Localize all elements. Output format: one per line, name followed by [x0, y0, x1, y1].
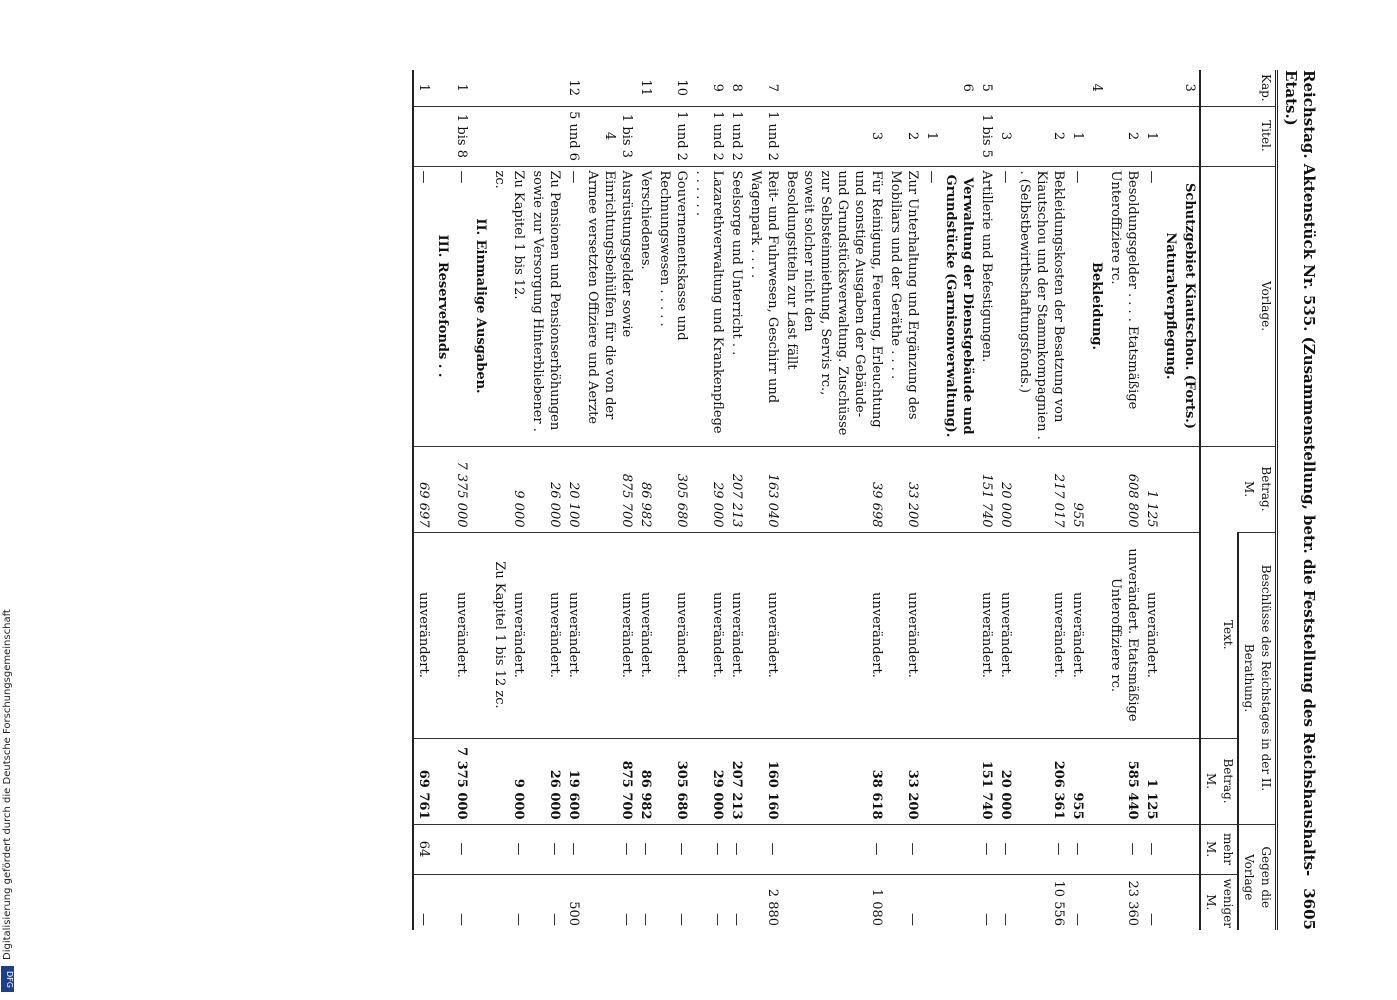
table-row	[941, 70, 977, 930]
budget-table	[412, 70, 1278, 930]
cell-weniger: —	[727, 874, 746, 930]
cell-betrag2: 33 200	[886, 738, 922, 824]
cell-text	[1161, 532, 1180, 738]
page-number: 3605	[1300, 888, 1318, 930]
cell-betrag: 26 000	[528, 446, 564, 532]
cell-mehr: —	[1015, 824, 1068, 874]
cell-kap	[471, 70, 490, 106]
cell-titel	[941, 106, 977, 166]
col-gegen: Gegen die Vorlage	[1238, 824, 1277, 930]
cell-vorlage: —	[996, 166, 1015, 446]
cell-kap	[1015, 70, 1068, 106]
cell-betrag2: 160 160	[746, 738, 782, 824]
cell-mehr: —	[636, 824, 655, 874]
cell-vorlage: III. Reservefonds . .	[433, 166, 452, 446]
cell-titel: 1 und 2	[691, 106, 727, 166]
cell-betrag2: 9 000	[509, 738, 528, 824]
cell-betrag: 39 698	[782, 446, 886, 532]
table-row	[996, 70, 1015, 930]
cell-mehr	[1180, 824, 1200, 874]
cell-titel	[1180, 106, 1200, 166]
cell-mehr: —	[583, 824, 636, 874]
cell-betrag2: 38 618	[782, 738, 886, 824]
cell-betrag2: 206 361	[1015, 738, 1068, 824]
cell-kap	[528, 70, 564, 106]
cell-text: unverändert.	[996, 532, 1015, 738]
cell-mehr	[1161, 824, 1180, 874]
cell-text	[433, 532, 452, 738]
cell-text	[922, 532, 941, 738]
cell-kap: 9	[710, 83, 725, 92]
table-row	[452, 70, 471, 930]
cell-betrag	[1087, 446, 1106, 532]
table-row	[655, 70, 691, 930]
cell-betrag	[471, 446, 490, 532]
cell-kap: 10	[674, 79, 689, 97]
cell-kap: 7	[765, 83, 780, 92]
cell-weniger	[471, 874, 490, 930]
table-header	[1200, 70, 1277, 930]
cell-weniger	[941, 874, 977, 930]
cell-vorlage: —	[413, 166, 433, 446]
cell-titel	[509, 106, 528, 166]
dfg-logo: DFG	[1, 966, 14, 992]
cell-vorlage: Verschiedenes.	[636, 166, 655, 446]
cell-titel: 1 bis 5	[977, 106, 996, 166]
cell-betrag2	[1180, 738, 1200, 824]
cell-weniger: —	[413, 874, 433, 930]
cell-titel: 1 und 2	[727, 106, 746, 166]
cell-betrag: 305 680	[655, 446, 691, 532]
cell-titel: 1	[1068, 106, 1087, 166]
cell-text: unverändert.	[782, 532, 886, 738]
cell-titel: 1 bis 8	[452, 106, 471, 166]
cell-betrag: 163 040	[746, 446, 782, 532]
cell-text: Zu Kapitel 1 bis 12 zc.	[490, 532, 509, 738]
cell-betrag2: 26 000	[528, 738, 564, 824]
cell-titel: 1 bis 3 4	[583, 106, 636, 166]
cell-betrag2: 151 740	[977, 738, 996, 824]
cell-text: unverändert.	[1068, 532, 1087, 738]
table-body	[413, 70, 1200, 930]
cell-weniger: 2 880	[746, 874, 782, 930]
cell-text: unverändert.	[977, 532, 996, 738]
col-text: Text.	[1200, 532, 1238, 738]
cell-betrag2	[433, 738, 452, 824]
cell-betrag	[1161, 446, 1180, 532]
cell-vorlage: —	[922, 166, 941, 446]
cell-mehr	[433, 824, 452, 874]
cell-weniger: —	[528, 874, 564, 930]
cell-weniger: —	[655, 874, 691, 930]
cell-text	[1180, 532, 1200, 738]
cell-vorlage: II. Einmalige Ausgaben.	[471, 166, 490, 446]
cell-text: unverändert.	[1142, 532, 1161, 738]
cell-text: unverändert.	[509, 532, 528, 738]
cell-betrag	[433, 446, 452, 532]
cell-kap	[1106, 70, 1142, 106]
cell-vorlage: Naturalverpflegung.	[1161, 166, 1180, 446]
sidebar-credit	[0, 0, 16, 1000]
cell-text: unverändert.	[746, 532, 782, 738]
cell-betrag	[490, 446, 509, 532]
cell-betrag2: 875 700	[583, 738, 636, 824]
document-page	[98, 70, 1318, 930]
cell-titel: 3	[996, 106, 1015, 166]
cell-betrag: 33 200	[886, 446, 922, 532]
cell-text: unverändert.	[1015, 532, 1068, 738]
cell-betrag: 875 700	[583, 446, 636, 532]
cell-mehr: —	[886, 824, 922, 874]
credit-text: Digitalisierung gefördert durch die Deutsche Forschungsgemeinschaft	[2, 609, 13, 960]
cell-betrag: 20 100	[564, 446, 583, 532]
cell-titel: 2	[886, 106, 922, 166]
cell-titel	[528, 106, 564, 166]
col-vorlage: Vorlage.	[1200, 166, 1277, 446]
cell-mehr: —	[691, 824, 727, 874]
cell-weniger: 23 360	[1106, 874, 1142, 930]
table-row	[1068, 70, 1087, 930]
cell-kap	[509, 70, 528, 106]
cell-mehr	[922, 824, 941, 874]
cell-kap	[583, 70, 636, 106]
table-row	[886, 70, 922, 930]
cell-titel	[433, 106, 452, 166]
cell-titel: 1 und 2	[746, 106, 782, 166]
cell-weniger: —	[1142, 874, 1161, 930]
cell-kap: 1	[416, 83, 431, 92]
cell-mehr	[1087, 824, 1106, 874]
cell-betrag2	[490, 738, 509, 824]
table-row	[746, 70, 782, 930]
cell-vorlage: Seelsorge und Unterricht . .	[727, 166, 746, 446]
cell-betrag2	[922, 738, 941, 824]
cell-betrag2	[471, 738, 490, 824]
cell-text	[1087, 532, 1106, 738]
cell-vorlage: Bekleidung.	[1087, 166, 1106, 446]
table-row	[1106, 70, 1142, 930]
cell-text: unverändert.	[452, 532, 471, 738]
cell-kap	[490, 70, 509, 106]
cell-weniger: —	[886, 874, 922, 930]
cell-weniger: 500	[564, 874, 583, 930]
cell-mehr: —	[1106, 824, 1142, 874]
cell-betrag2: 19 600	[564, 738, 583, 824]
cell-weniger: 1 080	[782, 874, 886, 930]
table-row	[490, 70, 509, 930]
cell-vorlage: zc.	[490, 166, 509, 446]
table-row	[528, 70, 564, 930]
cell-betrag2: 86 982	[636, 738, 655, 824]
table-row	[413, 70, 433, 930]
cell-betrag2: 955	[1068, 738, 1087, 824]
cell-betrag2: 69 761	[413, 738, 433, 824]
cell-vorlage: Verwaltung der Dienstgebäude und Grundstücke (Garnisonverwaltung).	[941, 166, 977, 446]
col-weniger: weniger M.	[1200, 874, 1238, 930]
page-title: Reichstag. Aktenstück Nr. 535. (Zusammenstellung, betr. die Feststellung des Reichshaushalts-Etats.)	[1282, 70, 1318, 877]
cell-vorlage: Bekleidungskosten der Besatzung von Kiautschou und der Stammkompagnien . . (Selbstbewirthschaftungsfonds.)	[1015, 166, 1068, 446]
cell-kap: 4	[1089, 83, 1104, 92]
cell-mehr: —	[1142, 824, 1161, 874]
cell-titel	[1161, 106, 1180, 166]
col-beschluesse: Beschlüsse des Reichstages in der II. Berathung.	[1238, 532, 1277, 824]
cell-mehr: —	[509, 824, 528, 874]
cell-mehr: —	[452, 824, 471, 874]
cell-kap	[1161, 70, 1180, 106]
table-row	[1142, 70, 1161, 930]
cell-mehr: —	[996, 824, 1015, 874]
cell-betrag2	[941, 738, 977, 824]
cell-weniger: —	[996, 874, 1015, 930]
cell-kap: 3	[1182, 83, 1197, 92]
cell-mehr: —	[746, 824, 782, 874]
cell-weniger	[433, 874, 452, 930]
cell-text	[471, 532, 490, 738]
cell-kap: 8	[729, 83, 744, 92]
cell-vorlage: Reit- und Fuhrwesen, Geschirr und Wagenpark . . . .	[746, 166, 782, 446]
cell-betrag2	[1087, 738, 1106, 824]
cell-weniger	[1087, 874, 1106, 930]
cell-titel: 3	[782, 106, 886, 166]
table-row	[691, 70, 727, 930]
cell-betrag	[941, 446, 977, 532]
cell-betrag: 86 982	[636, 446, 655, 532]
table-row	[922, 70, 941, 930]
table-row	[636, 70, 655, 930]
cell-text: unverändert.	[727, 532, 746, 738]
table-row	[782, 70, 886, 930]
cell-text: unverändert. Etatsmäßige Unteroffiziere rc.	[1106, 532, 1142, 738]
cell-vorlage: —	[452, 166, 471, 446]
cell-titel: 2	[1015, 106, 1068, 166]
cell-text: unverändert.	[886, 532, 922, 738]
cell-text: unverändert.	[655, 532, 691, 738]
cell-kap	[922, 70, 941, 106]
cell-vorlage: Gouvernementskasse und Rechnungswesen . . . . .	[655, 166, 691, 446]
cell-betrag: 1 125	[1142, 446, 1161, 532]
cell-weniger	[490, 874, 509, 930]
cell-mehr	[490, 824, 509, 874]
cell-betrag: 955	[1068, 446, 1087, 532]
cell-titel: 2	[1106, 106, 1142, 166]
cell-titel	[471, 106, 490, 166]
cell-weniger	[922, 874, 941, 930]
table-row	[433, 70, 452, 930]
cell-betrag2: 20 000	[996, 738, 1015, 824]
table-row	[564, 70, 583, 930]
cell-text: unverändert.	[583, 532, 636, 738]
cell-betrag: 20 000	[996, 446, 1015, 532]
cell-kap: 5	[979, 83, 994, 92]
cell-betrag2: 207 213	[727, 738, 746, 824]
cell-weniger	[1180, 874, 1200, 930]
cell-kap	[782, 70, 886, 106]
cell-kap: 11	[638, 79, 653, 97]
cell-kap: 1	[454, 83, 469, 92]
cell-vorlage: —	[1068, 166, 1087, 446]
cell-kap: 12	[566, 79, 581, 97]
cell-betrag2: 29 000	[691, 738, 727, 824]
cell-text: unverändert.	[528, 532, 564, 738]
table-row	[1161, 70, 1180, 930]
cell-mehr: —	[782, 824, 886, 874]
cell-text	[941, 532, 977, 738]
cell-kap	[1142, 70, 1161, 106]
cell-kap: 6	[960, 83, 975, 92]
cell-titel: 1	[922, 106, 941, 166]
cell-mehr: —	[1068, 824, 1087, 874]
cell-vorlage: Zur Unterhaltung und Ergänzung des Mobiliars und der Geräthe . . . .	[886, 166, 922, 446]
cell-mehr: 64	[413, 824, 433, 874]
cell-betrag: 7 375 000	[452, 446, 471, 532]
col-titel: Titel.	[1200, 106, 1277, 166]
cell-betrag2: 7 375 000	[452, 738, 471, 824]
cell-titel	[490, 106, 509, 166]
cell-betrag	[922, 446, 941, 532]
cell-vorlage: Artillerie und Befestigungen.	[977, 166, 996, 446]
cell-betrag2	[1161, 738, 1180, 824]
cell-weniger: 10 556	[1015, 874, 1068, 930]
cell-betrag: 207 213	[727, 446, 746, 532]
cell-betrag: 217 017	[1015, 446, 1068, 532]
col-mehr: mehr M.	[1200, 824, 1238, 874]
cell-kap	[886, 70, 922, 106]
cell-titel: 5 und 6	[564, 106, 583, 166]
cell-titel: 1 und 2	[655, 106, 691, 166]
col-betrag: Betrag. M.	[1200, 446, 1277, 532]
cell-mehr: —	[528, 824, 564, 874]
table-row	[727, 70, 746, 930]
cell-vorlage: Ausrüstungsgelder sowie Einrichtungsbeihülfen für die von der Armee versetzten Offiziere und Aerzte	[583, 166, 636, 446]
cell-titel	[636, 106, 655, 166]
cell-betrag	[1180, 446, 1200, 532]
cell-betrag: 608 800	[1106, 446, 1142, 532]
page-header	[1282, 70, 1318, 930]
cell-vorlage: —	[1142, 166, 1161, 446]
cell-betrag: 9 000	[509, 446, 528, 532]
cell-vorlage: Schutzgebiet Kiautschou. (Forts.)	[1180, 166, 1200, 446]
col-kap: Kap.	[1200, 70, 1277, 106]
cell-betrag: 69 697	[413, 446, 433, 532]
cell-titel	[413, 106, 433, 166]
cell-weniger: —	[583, 874, 636, 930]
cell-mehr: —	[977, 824, 996, 874]
cell-mehr: —	[727, 824, 746, 874]
cell-weniger: —	[977, 874, 996, 930]
cell-vorlage: Lazarethverwaltung und Krankenpflege . . . . . .	[691, 166, 727, 446]
cell-titel	[1087, 106, 1106, 166]
cell-betrag: 29 000	[691, 446, 727, 532]
cell-vorlage: —	[564, 166, 583, 446]
cell-text: unverändert.	[636, 532, 655, 738]
cell-text: unverändert.	[564, 532, 583, 738]
cell-betrag2: 305 680	[655, 738, 691, 824]
cell-betrag2: 585 440	[1106, 738, 1142, 824]
table-row	[509, 70, 528, 930]
cell-mehr	[471, 824, 490, 874]
cell-mehr: —	[655, 824, 691, 874]
table-row	[471, 70, 490, 930]
cell-vorlage: Für Reinigung, Feuerung, Erleuchtung und sonstige Ausgaben der Gebäude- und Grundstücksverwaltung. Zuschüsse zur Selbsteinmiethung, Servis rc., soweit solcher nicht den Besoldungstiteln zur Last fällt	[782, 166, 886, 446]
cell-weniger	[1161, 874, 1180, 930]
cell-weniger: —	[509, 874, 528, 930]
col-betrag2: Betrag. M.	[1200, 738, 1238, 824]
cell-weniger: —	[636, 874, 655, 930]
cell-text: unverändert.	[691, 532, 727, 738]
cell-text: unverändert.	[413, 532, 433, 738]
table-row	[1087, 70, 1106, 930]
cell-vorlage: Zu Kapitel 1 bis 12.	[509, 166, 528, 446]
cell-betrag: 151 740	[977, 446, 996, 532]
table-row	[977, 70, 996, 930]
cell-kap	[996, 70, 1015, 106]
cell-weniger: —	[452, 874, 471, 930]
table-row	[1015, 70, 1068, 930]
table-row	[1180, 70, 1200, 930]
cell-kap	[433, 70, 452, 106]
cell-mehr: —	[564, 824, 583, 874]
cell-mehr	[941, 824, 977, 874]
cell-weniger: —	[691, 874, 727, 930]
cell-betrag2: 1 125	[1142, 738, 1161, 824]
cell-weniger: —	[1068, 874, 1087, 930]
cell-vorlage: Zu Pensionen und Pensionserhöhungen sowie zur Versorgung Hinterbliebener .	[528, 166, 564, 446]
cell-vorlage: Besoldungsgelder . . . . Etatsmäßige Unteroffiziere rc.	[1106, 166, 1142, 446]
cell-titel: 1	[1142, 106, 1161, 166]
table-row	[583, 70, 636, 930]
cell-kap	[1068, 70, 1087, 106]
